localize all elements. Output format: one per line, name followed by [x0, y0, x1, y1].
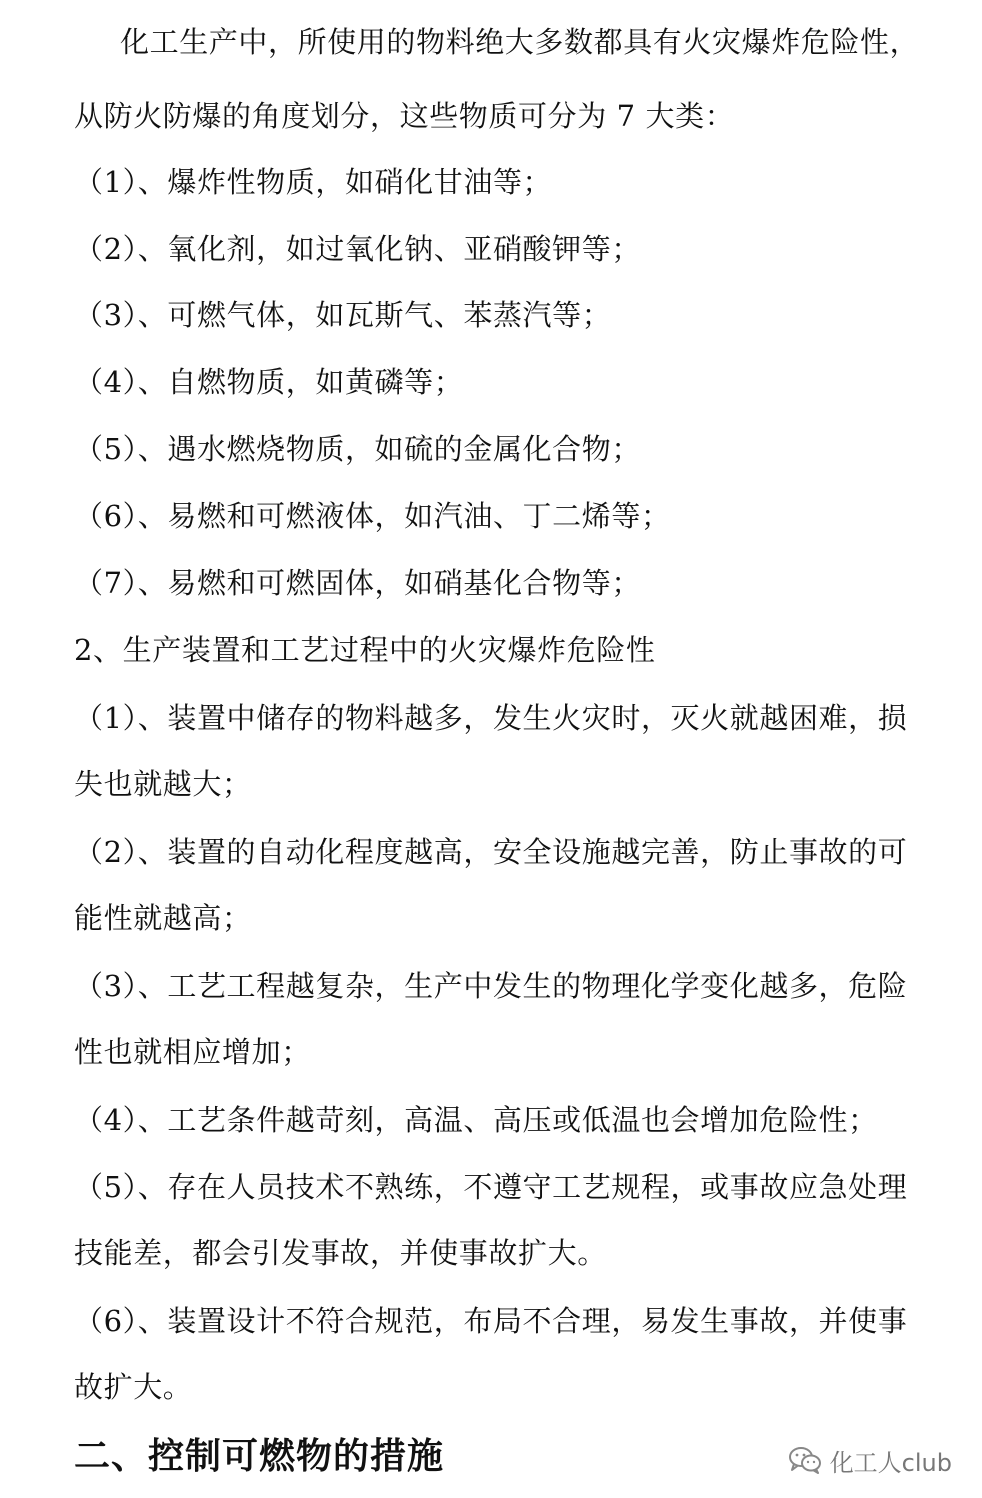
process-item-2b: 能性就越高；	[74, 901, 252, 935]
process-item-3b: 性也就相应增加；	[74, 1035, 311, 1069]
watermark	[788, 1442, 952, 1478]
material-item-5: （5）、遇水燃烧物质，如硫的金属化合物；	[74, 432, 641, 466]
intro-line-2: 从防火防爆的角度划分，这些物质可分为 7 大类：	[74, 99, 735, 133]
material-item-2: （2）、氧化剂，如过氧化钠、亚硝酸钾等；	[74, 232, 641, 266]
section-heading: 二、控制可燃物的措施	[74, 1436, 445, 1477]
process-item-1a: （1）、装置中储存的物料越多，发生火灾时，灭火就越困难，损	[74, 701, 908, 735]
material-item-4: （4）、自燃物质，如黄磷等；	[74, 365, 464, 399]
material-item-6: （6）、易燃和可燃液体，如汽油、丁二烯等；	[74, 499, 671, 533]
process-item-3a: （3）、工艺工程越复杂，生产中发生的物理化学变化越多，危险	[74, 969, 908, 1003]
material-item-7: （7）、易燃和可燃固体，如硝基化合物等；	[74, 566, 641, 600]
material-item-3: （3）、可燃气体，如瓦斯气、苯蒸汽等；	[74, 298, 612, 332]
material-item-1: （1）、爆炸性物质，如硝化甘油等；	[74, 165, 553, 199]
process-item-4: （4）、工艺条件越苛刻，高温、高压或低温也会增加危险性；	[74, 1103, 878, 1137]
process-item-6a: （6）、装置设计不符合规范，布局不合理，易发生事故，并使事	[74, 1304, 908, 1338]
process-item-2a: （2）、装置的自动化程度越高，安全设施越完善，防止事故的可	[74, 835, 908, 869]
watermark-text: 化工人club	[829, 1448, 952, 1477]
process-item-5a: （5）、存在人员技术不熟练，不遵守工艺规程，或事故应急处理	[74, 1170, 908, 1204]
section-2-title: 2、生产装置和工艺过程中的火灾爆炸危险性	[74, 633, 656, 667]
process-item-5b: 技能差，都会引发事故，并使事故扩大。	[74, 1236, 607, 1270]
intro-line-1: 化工生产中，所使用的物料绝大多数都具有火灾爆炸危险性，	[120, 25, 920, 59]
process-item-1b: 失也就越大；	[74, 767, 252, 801]
wechat-icon	[788, 1446, 822, 1474]
process-item-6b: 故扩大。	[74, 1370, 193, 1404]
